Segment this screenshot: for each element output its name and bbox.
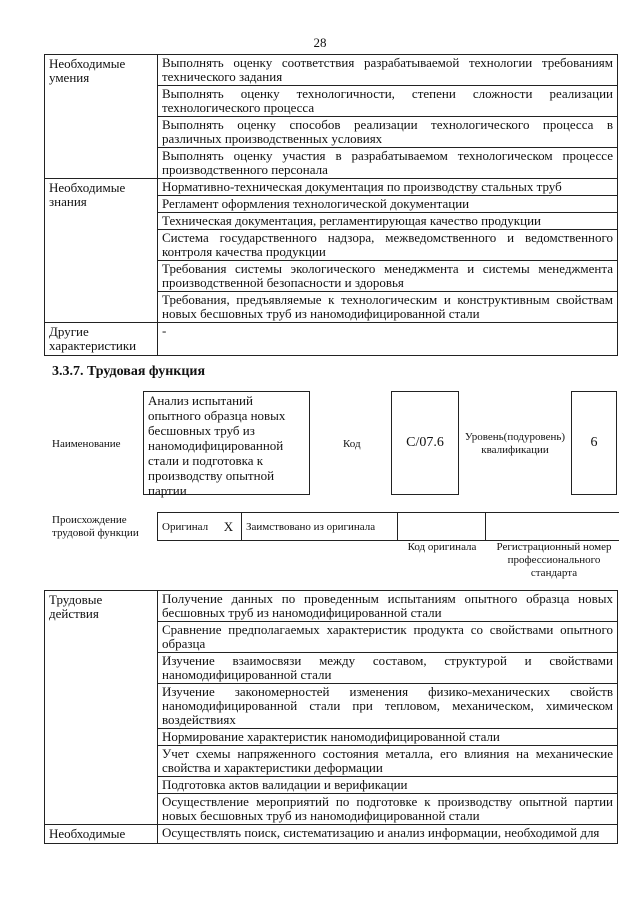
qualification-level-box: 6	[571, 391, 617, 495]
level-label: Уровень(подуровень) квалификации	[464, 431, 566, 456]
row-header: Необходимые знания	[45, 179, 158, 323]
original-option: Оригинал	[162, 520, 209, 533]
row-item: Изучение взаимосвязи между составом, структурой и свойствами наномодифицированной стали	[158, 653, 618, 684]
reg-number-cell	[486, 513, 619, 540]
row-header: Необходимые	[45, 825, 158, 844]
table-row	[45, 323, 618, 356]
row-item: Осуществлять поиск, систематизацию и анализ информации, необходимой для	[158, 825, 618, 844]
row-item: Регламент оформления технологической документации	[158, 196, 618, 213]
row-item: Техническая документация, регламентирующая качество продукции	[158, 213, 618, 230]
row-item: Изучение закономерностей изменения физико-механических свойств наномодифицированной стали при тепловом, механическом, химическом воздействиях	[158, 684, 618, 729]
row-item: Требования, предъявляемые к технологическим и конструктивным свойствам новых бесшовных труб из наномодифицированной стали	[158, 292, 618, 323]
original-code-caption: Код оригинала	[407, 541, 477, 553]
row-item: -	[158, 323, 618, 356]
table-row	[45, 591, 618, 622]
original-mark: X	[216, 513, 242, 540]
row-item: Получение данных по проведенным испытаниям опытного образца новых бесшовных труб из наномодифицированной стали	[158, 591, 618, 622]
row-item: Подготовка актов валидации и верификации	[158, 777, 618, 794]
table-row	[45, 179, 618, 196]
row-header: Необходимые умения	[45, 55, 158, 179]
table-row	[45, 55, 618, 86]
requirements-table-top	[44, 54, 618, 356]
row-header: Трудовые действия	[45, 591, 158, 825]
row-header: Другие характеристики	[45, 323, 158, 356]
section-heading: 3.3.7. Трудовая функция	[52, 364, 206, 379]
row-item: Выполнять оценку участия в разрабатываемом технологическом процессе производственного персонала	[158, 148, 618, 179]
borrowed-option: Заимствовано из оригинала	[242, 513, 398, 540]
function-name-box: Анализ испытаний опытного образца новых бесшовных труб из наномодифицированной стали и подготовка к производству опытной партии	[143, 391, 310, 495]
page-number: 28	[313, 35, 327, 50]
table-row	[45, 825, 618, 844]
origin-row	[157, 512, 619, 541]
original-code-cell	[398, 513, 486, 540]
row-item: Учет схемы напряженного состояния металла, его влияния на механические свойства и характеристики деформации	[158, 746, 618, 777]
row-item: Система государственного надзора, межведомственного и ведомственного контроля качества продукции	[158, 230, 618, 261]
row-item: Сравнение предполагаемых характеристик продукта со свойствами опытного образца	[158, 622, 618, 653]
row-item: Выполнять оценку соответствия разрабатываемой технологии требованиям технического задания	[158, 55, 618, 86]
row-item: Нормирование характеристик наномодифицированной стали	[158, 729, 618, 746]
row-item: Требования системы экологического менеджмента и системы менеджмента производственной безопасности и здоровья	[158, 261, 618, 292]
row-item: Выполнять оценку технологичности, степени сложности реализации технологического процесса	[158, 86, 618, 117]
requirements-table-bottom	[44, 590, 618, 844]
row-item: Нормативно-техническая документация по производству стальных труб	[158, 179, 618, 196]
row-item: Выполнять оценку способов реализации технологического процесса в различных производственных условиях	[158, 117, 618, 148]
code-label: Код	[343, 438, 361, 450]
origin-label: Происхождение трудовой функции	[52, 514, 139, 539]
function-code-box: С/07.6	[391, 391, 459, 495]
reg-number-caption: Регистрационный номер профессионального стандарта	[496, 541, 612, 579]
row-item: Осуществление мероприятий по подготовке к производству опытной партии новых бесшовных труб из наномодифицированной стали	[158, 794, 618, 825]
name-label: Наименование	[52, 438, 121, 450]
